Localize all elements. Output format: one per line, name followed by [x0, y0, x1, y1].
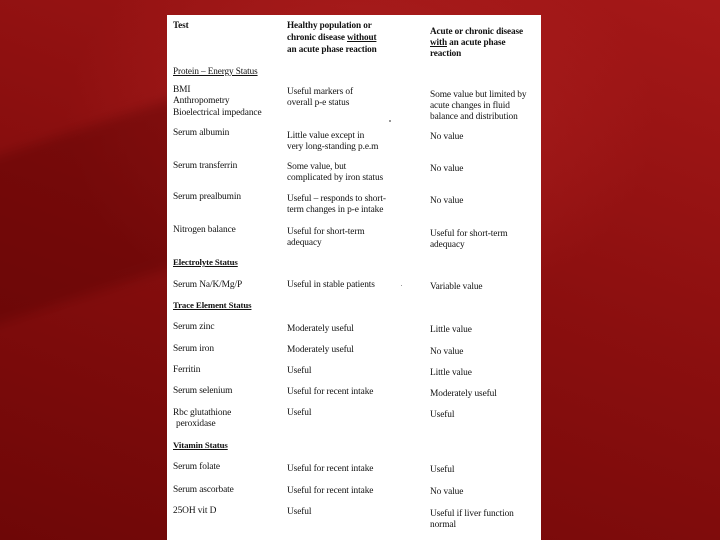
healthy-nitrogen-line1: Useful for short-term	[287, 227, 365, 237]
healthy-ferritin: Useful	[287, 366, 312, 376]
test-iron: Serum iron	[173, 344, 214, 354]
header-healthy-line3: an acute phase reaction	[287, 44, 377, 54]
healthy-ascorbate: Useful for recent intake	[287, 486, 374, 496]
acute-folate: Useful	[430, 465, 455, 475]
test-glutathione-line1: Rbc glutathione	[173, 408, 232, 418]
healthy-prealbumin-line1: Useful – responds to short-	[287, 194, 386, 204]
healthy-transferrin-line2: complicated by iron status	[287, 173, 384, 183]
test-transferrin: Serum transferrin	[173, 161, 238, 171]
acute-vitd-line2: normal	[430, 520, 456, 530]
test-zinc: Serum zinc	[173, 322, 215, 332]
healthy-albumin-line2: very long-standing p.e.m	[287, 142, 379, 152]
scan-speck	[389, 120, 391, 122]
header-healthy-line1: Healthy population or	[287, 20, 372, 30]
test-folate: Serum folate	[173, 462, 220, 472]
test-nitrogen: Nitrogen balance	[173, 225, 236, 235]
test-bioelectrical: Bioelectrical impedance	[173, 108, 262, 118]
test-electrolytes: Serum Na/K/Mg/P	[173, 280, 243, 290]
healthy-vitd: Useful	[287, 507, 312, 517]
acute-bmi-line1: Some value but limited by	[430, 90, 527, 100]
healthy-nitrogen-line2: adequacy	[287, 238, 322, 248]
section-trace-element: Trace Element Status	[173, 300, 252, 310]
acute-electrolytes: Variable value	[430, 282, 483, 292]
header-acute-line1: Acute or chronic disease	[430, 26, 523, 36]
acute-iron: No value	[430, 347, 464, 357]
header-healthy-line2	[287, 32, 376, 43]
acute-glutathione: Useful	[430, 410, 455, 420]
header-acute-with: with	[430, 37, 447, 47]
acute-zinc: Little value	[430, 325, 472, 335]
header-healthy-line2-text: chronic disease	[287, 32, 347, 42]
healthy-transferrin-line1: Some value, but	[287, 162, 347, 172]
healthy-zinc: Moderately useful	[287, 324, 354, 334]
section-electrolyte: Electrolyte Status	[173, 257, 238, 267]
header-acute-line2-text: an acute phase	[446, 37, 506, 47]
healthy-prealbumin-line2: term changes in p-e intake	[287, 205, 384, 215]
header-acute-line2	[430, 37, 505, 48]
acute-prealbumin: No value	[430, 196, 464, 206]
section-vitamin: Vitamin Status	[173, 440, 228, 450]
acute-selenium: Moderately useful	[430, 389, 497, 399]
healthy-glutathione: Useful	[287, 408, 312, 418]
test-selenium: Serum selenium	[173, 386, 233, 396]
healthy-bmi-line2: overall p-e status	[287, 98, 350, 108]
scan-speck	[401, 285, 402, 286]
healthy-electrolytes: Useful in stable patients	[287, 280, 375, 290]
scanned-document	[167, 15, 541, 540]
healthy-selenium: Useful for recent intake	[287, 387, 374, 397]
healthy-iron: Moderately useful	[287, 345, 354, 355]
acute-nitrogen-line2: adequacy	[430, 240, 465, 250]
healthy-folate: Useful for recent intake	[287, 464, 374, 474]
test-bmi: BMI	[173, 85, 191, 95]
acute-ferritin: Little value	[430, 368, 472, 378]
test-ascorbate: Serum ascorbate	[173, 485, 234, 495]
acute-bmi-line2: acute changes in fluid	[430, 101, 510, 111]
test-ferritin: Ferritin	[173, 365, 201, 375]
header-healthy-without: without	[347, 32, 377, 42]
acute-albumin: No value	[430, 132, 464, 142]
header-test: Test	[173, 20, 189, 30]
healthy-albumin-line1: Little value except in	[287, 131, 365, 141]
acute-transferrin: No value	[430, 164, 464, 174]
healthy-bmi-line1: Useful markers of	[287, 87, 353, 97]
test-albumin: Serum albumin	[173, 128, 230, 138]
acute-bmi-line3: balance and distribution	[430, 112, 518, 122]
test-prealbumin: Serum prealbumin	[173, 192, 241, 202]
section-protein-energy: Protein – Energy Status	[173, 66, 258, 76]
test-glutathione-line2: peroxidase	[176, 419, 216, 429]
acute-ascorbate: No value	[430, 487, 464, 497]
header-acute-line3: reaction	[430, 48, 462, 58]
test-vitd: 25OH vit D	[173, 506, 217, 516]
acute-vitd-line1: Useful if liver function	[430, 509, 514, 519]
test-anthropometry: Anthropometry	[173, 96, 230, 106]
acute-nitrogen-line1: Useful for short-term	[430, 229, 508, 239]
